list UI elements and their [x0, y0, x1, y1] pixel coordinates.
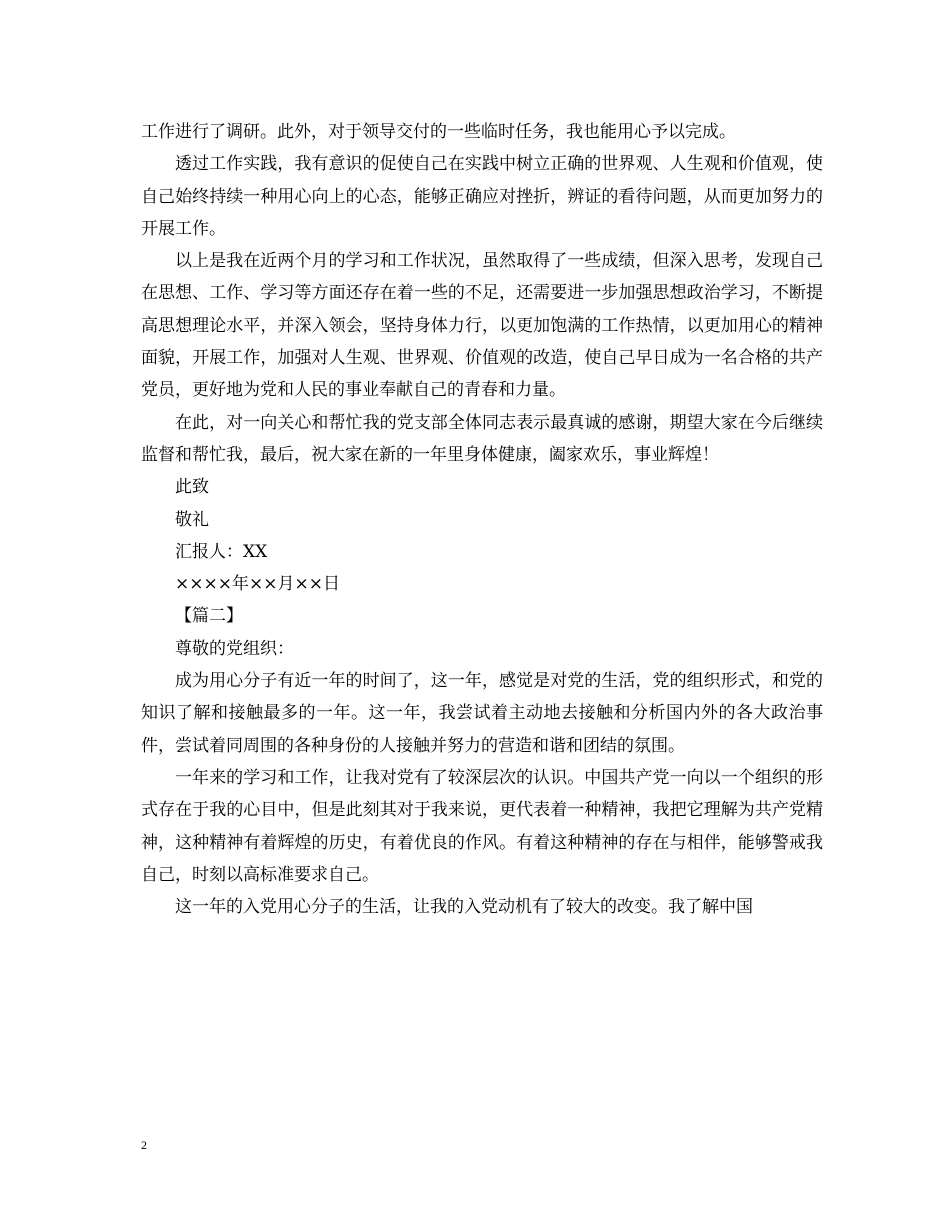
paragraph: 这一年的入党用心分子的生活，让我的入党动机有了较大的改变。我了解中国	[175, 897, 753, 918]
paragraph: 成为用心分子有近一年的时间了，这一年，感觉是对党的生活，党的组织形式，和党的知识了解和接触最多的一年。这一年，我尝试着主动地去接触和分析国内外的各大政治事件，尝试着同周围的各种身份的人接触并努力的营造和谐和团结的氛围。	[141, 671, 823, 756]
page-number: 2	[141, 1138, 147, 1152]
greeting-line: 尊敬的党组织：	[175, 638, 294, 659]
paragraph: 透过工作实践，我有意识的促使自己在实践中树立正确的世界观、人生观和价值观，使自己始终持续一种用心向上的心态，能够正确应对挫折，辨证的看待问题，从而更加努力的开展工作。	[141, 154, 823, 239]
salute-line: 敬礼	[175, 509, 209, 530]
date-line: ××××年××月××日	[175, 574, 340, 595]
paragraph: 工作进行了调研。此外，对于领导交付的一些临时任务，我也能用心予以完成。	[141, 122, 736, 142]
reporter-line: 汇报人：XX	[175, 541, 268, 562]
closing-line: 此致	[175, 477, 209, 498]
section-heading: 【篇二】	[175, 606, 243, 627]
paragraph: 以上是我在近两个月的学习和工作状况，虽然取得了一些成绩，但深入思考，发现自己在思想、工作、学习等方面还存在着一些的不足，还需要进一步加强思想政治学习，不断提高思想理论水平，并深入领会，坚持身体力行，以更加饱满的工作热情，以更加用心的精神面貌，开展工作，加强对人生观、世界观、价值观的改造，使自己早日成为一名合格的共产党员，更好地为党和人民的事业奉献自己的青春和力量。	[141, 251, 823, 401]
paragraph: 在此，对一向关心和帮忙我的党支部全体同志表示最真诚的感谢，期望大家在今后继续监督和帮忙我，最后，祝大家在新的一年里身体健康，阖家欢乐，事业辉煌！	[141, 412, 823, 465]
paragraph: 一年来的学习和工作，让我对党有了较深层次的认识。中国共产党一向以一个组织的形式存在于我的心目中，但是此刻其对于我来说，更代表着一种精神，我把它理解为共产党精神，这种精神有着辉煌的历史，有着优良的作风。有着这种精神的存在与相伴，能够警戒我自己，时刻以高标准要求自己。	[141, 767, 823, 885]
document-body	[141, 116, 823, 923]
